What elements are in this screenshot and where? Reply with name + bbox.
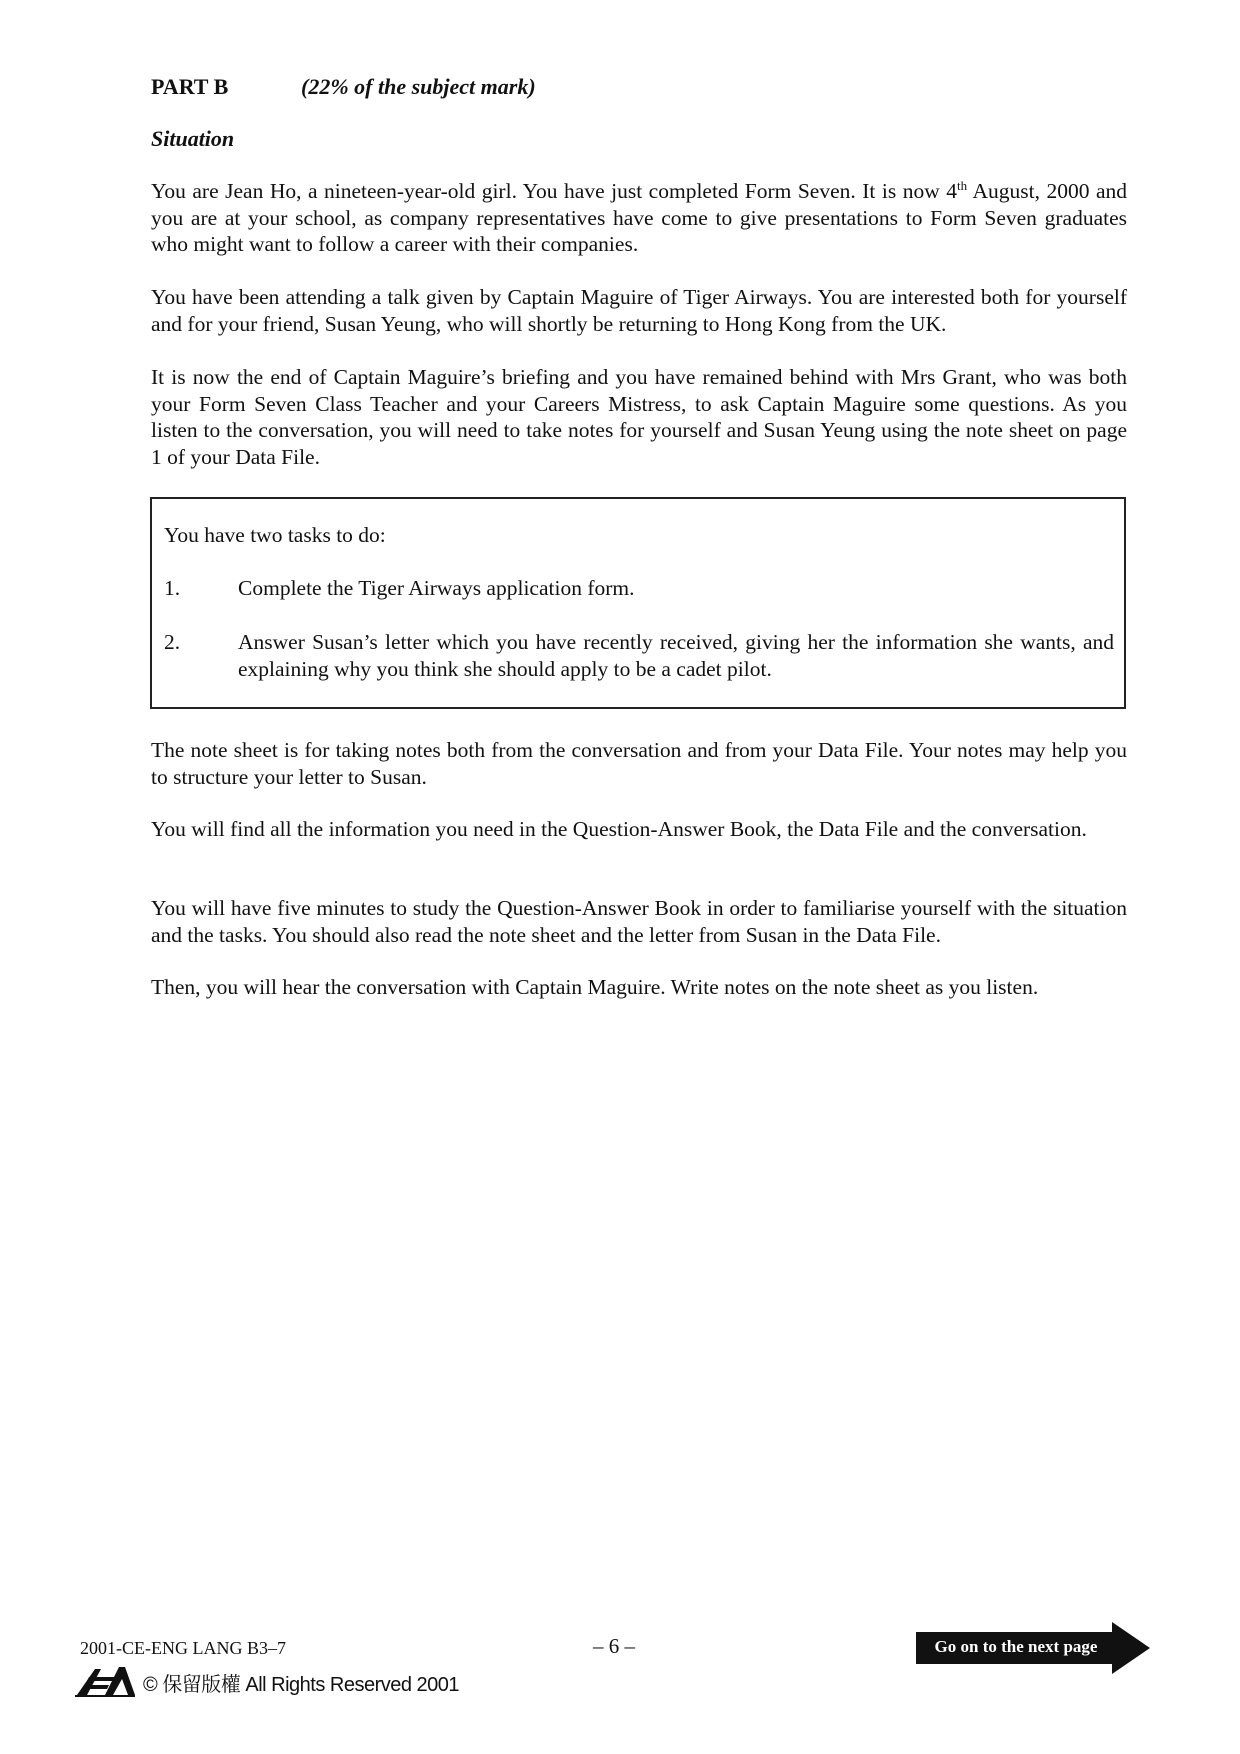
- part-label: PART B: [151, 74, 229, 99]
- task-text: Answer Susan’s letter which you have recently received, giving her the information she wants, and explaining why you think she should apply to be a cadet pilot.: [238, 630, 1114, 681]
- next-page-arrow: [916, 1622, 1152, 1674]
- task-box: [150, 497, 1126, 709]
- paragraph-6: You will have five minutes to study the Question-Answer Book in order to familiarise yourself with the situation and the tasks. You should also read the note sheet and the letter from Susan in the Data File.: [151, 896, 1127, 947]
- task-item-2: [164, 629, 1114, 683]
- paragraph-4: The note sheet is for taking notes both from the conversation and from your Data File. Your notes may help you to structure your letter to Susan.: [151, 738, 1127, 789]
- task-number: 2.: [164, 630, 181, 654]
- task-item-1: [164, 575, 1114, 602]
- paragraph-5: You will find all the information you need in the Question-Answer Book, the Data File and the conversation.: [151, 817, 1087, 841]
- paragraph-1: You are Jean Ho, a nineteen-year-old girl. You have just completed Form Seven. It is now 4th August, 2000 and you are at your school, as company representatives have come to give presentations to Form Seven graduates who might want to follow a career with their companies.: [151, 177, 1127, 256]
- paragraph-7: Then, you will hear the conversation with Captain Maguire. Write notes on the note sheet as you listen.: [151, 975, 1039, 999]
- paper-code: 2001-CE-ENG LANG B3–7: [80, 1638, 286, 1658]
- paragraph-3: It is now the end of Captain Maguire’s briefing and you have remained behind with Mrs Grant, who was both your Form Seven Class Teacher and your Careers Mistress, to ask Captain Maguire some questions. As you listen to the conversation, you will need to take notes for yourself and Susan Yeung using the note sheet on page 1 of your Data File.: [151, 365, 1127, 469]
- situation-heading: Situation: [151, 126, 235, 151]
- page-number: – 6 –: [593, 1634, 635, 1658]
- part-heading: [151, 74, 536, 100]
- rights-text: © 保留版權 All Rights Reserved 2001: [143, 1674, 460, 1696]
- next-page-label: Go on to the next page: [934, 1637, 1098, 1656]
- task-text: Complete the Tiger Airways application form.: [238, 576, 635, 600]
- paragraph-2: You have been attending a talk given by Captain Maguire of Tiger Airways. You are interested both for yourself and for your friend, Susan Yeung, who will shortly be returning to Hong Kong from the UK.: [151, 285, 1127, 336]
- task-number: 1.: [164, 576, 181, 600]
- hkeaa-logo-icon: [75, 1663, 137, 1702]
- copyright-line: [75, 1663, 459, 1702]
- ordinal-suffix: th: [957, 177, 968, 193]
- part-weight: (22% of the subject mark): [301, 74, 536, 99]
- task-intro: You have two tasks to do:: [164, 523, 386, 547]
